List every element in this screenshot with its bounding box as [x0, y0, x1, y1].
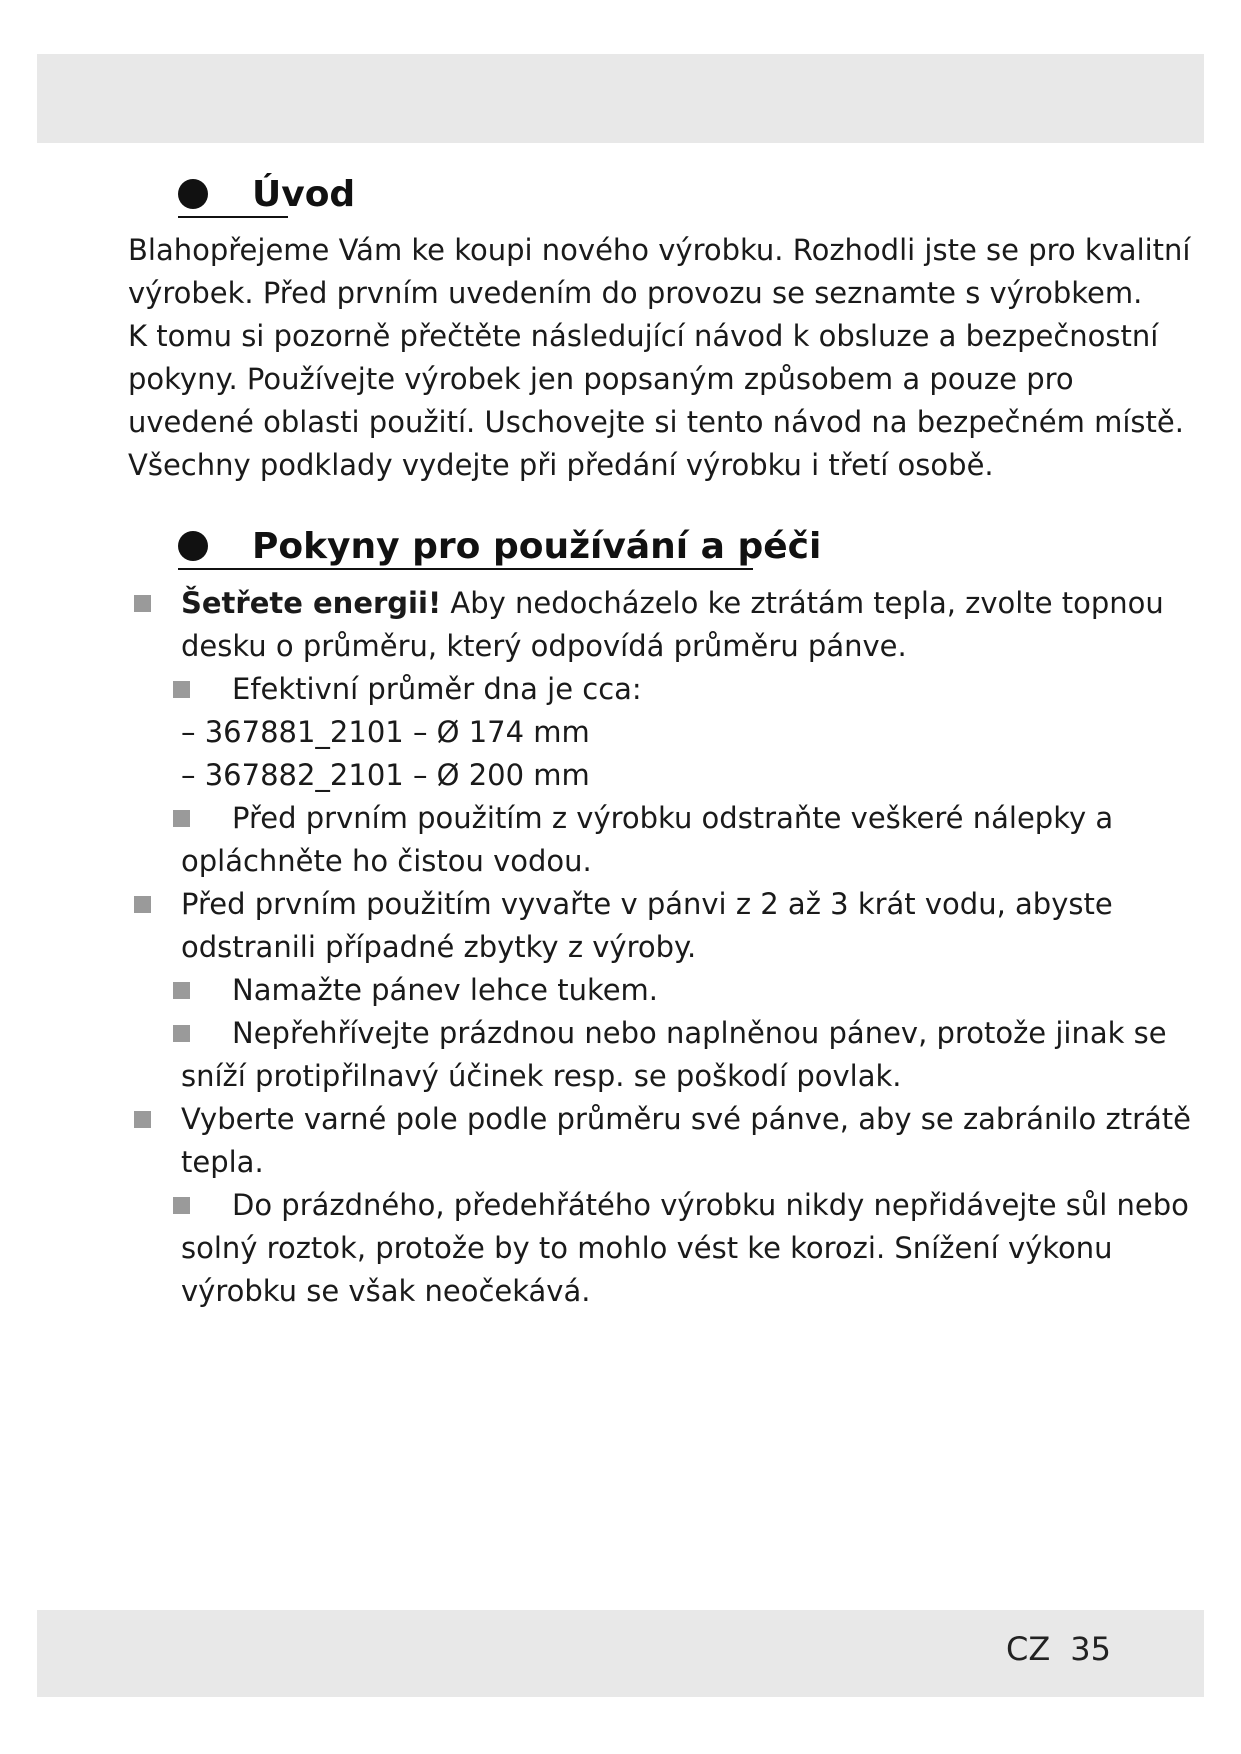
intro-heading — [178, 170, 355, 218]
bullet-dot-icon — [178, 531, 208, 561]
list-item-continuation — [128, 1227, 1138, 1270]
item-text: Efektivní průměr dna je cca: — [232, 672, 642, 706]
square-bullet-icon — [134, 896, 151, 913]
item-text: – 367881_2101 – Ø 174 mm — [181, 715, 590, 749]
list-item-continuation — [128, 625, 1138, 668]
language-code: CZ — [1006, 1630, 1051, 1668]
item-text: Před prvním použitím vyvařte v pánvi z 2 až 3 krát vodu, abyste — [181, 887, 1113, 921]
item-text: Před prvním použitím z výrobku odstraňte veškeré nálepky a — [232, 801, 1114, 835]
sub-list-item — [128, 1012, 1167, 1055]
care-heading — [178, 522, 821, 570]
care-title: Pokyny pro používání a péči — [252, 525, 822, 567]
sub-list-item — [128, 797, 1138, 840]
intro-heading-rule — [178, 216, 288, 218]
sub-list-item — [128, 1184, 1189, 1227]
square-bullet-icon — [173, 681, 190, 698]
list-item — [128, 582, 1164, 625]
care-heading-rule — [178, 568, 753, 570]
item-text: Do prázdného, předehřátého výrobku nikdy nepřidávejte sůl nebo — [232, 1188, 1189, 1222]
intro-line: uvedené oblasti použití. Uschovejte si tento návod na bezpečném místě. — [128, 405, 1184, 439]
header-band — [37, 54, 1204, 143]
list-item-continuation — [128, 1270, 1138, 1313]
intro-line: Blahopřejeme Vám ke koupi nového výrobku. Rozhodli jste se pro kvalitní — [128, 233, 1191, 267]
emphasis-text: Šetřete energii! — [181, 586, 442, 620]
item-text: opláchněte ho čistou vodou. — [181, 844, 592, 878]
intro-title: Úvod — [252, 173, 356, 215]
item-text: sníží protipřilnavý účinek resp. se poškodí povlak. — [181, 1059, 902, 1093]
list-item-continuation — [128, 926, 1138, 969]
item-text: Aby nedocházelo ke ztrátám tepla, zvolte topnou — [441, 586, 1164, 620]
item-text: výrobku se však neočekává. — [181, 1274, 591, 1308]
page-number: 35 — [1070, 1630, 1111, 1668]
item-text: – 367882_2101 – Ø 200 mm — [181, 758, 590, 792]
dash-item — [128, 711, 1138, 754]
list-item-continuation — [128, 840, 1138, 883]
square-bullet-icon — [173, 1025, 190, 1042]
square-bullet-icon — [134, 1111, 151, 1128]
square-bullet-icon — [173, 1197, 190, 1214]
item-text: odstranili případné zbytky z výroby. — [181, 930, 697, 964]
page-footer — [1006, 1630, 1111, 1668]
item-text: Nepřehřívejte prázdnou nebo naplněnou pánev, protože jinak se — [232, 1016, 1167, 1050]
care-list — [128, 582, 1191, 1313]
list-item — [128, 883, 1138, 926]
square-bullet-icon — [134, 595, 151, 612]
intro-line: Všechny podklady vydejte při předání výrobku i třetí osobě. — [128, 448, 994, 482]
item-text: Vyberte varné pole podle průměru své pánve, aby se zabránilo ztrátě — [181, 1102, 1191, 1136]
intro-line: pokyny. Používejte výrobek jen popsaným způsobem a pouze pro — [128, 362, 1074, 396]
list-item — [128, 1098, 1191, 1141]
sub-list-item — [128, 668, 1138, 711]
list-item-continuation — [128, 1055, 1138, 1098]
sub-list-item — [128, 969, 1138, 1012]
item-text: solný roztok, protože by to mohlo vést ke korozi. Snížení výkonu — [181, 1231, 1113, 1265]
square-bullet-icon — [173, 982, 190, 999]
item-text: desku o průměru, který odpovídá průměru pánve. — [181, 629, 907, 663]
intro-line: K tomu si pozorně přečtěte následující návod k obsluze a bezpečnostní — [128, 319, 1159, 353]
dash-item — [128, 754, 1138, 797]
square-bullet-icon — [173, 810, 190, 827]
list-item-continuation — [128, 1141, 1138, 1184]
bullet-dot-icon — [178, 179, 208, 209]
item-text: tepla. — [181, 1145, 264, 1179]
item-text: Namažte pánev lehce tukem. — [232, 973, 659, 1007]
intro-paragraph — [128, 229, 1191, 487]
intro-line: výrobek. Před prvním uvedením do provozu se seznamte s výrobkem. — [128, 276, 1143, 310]
